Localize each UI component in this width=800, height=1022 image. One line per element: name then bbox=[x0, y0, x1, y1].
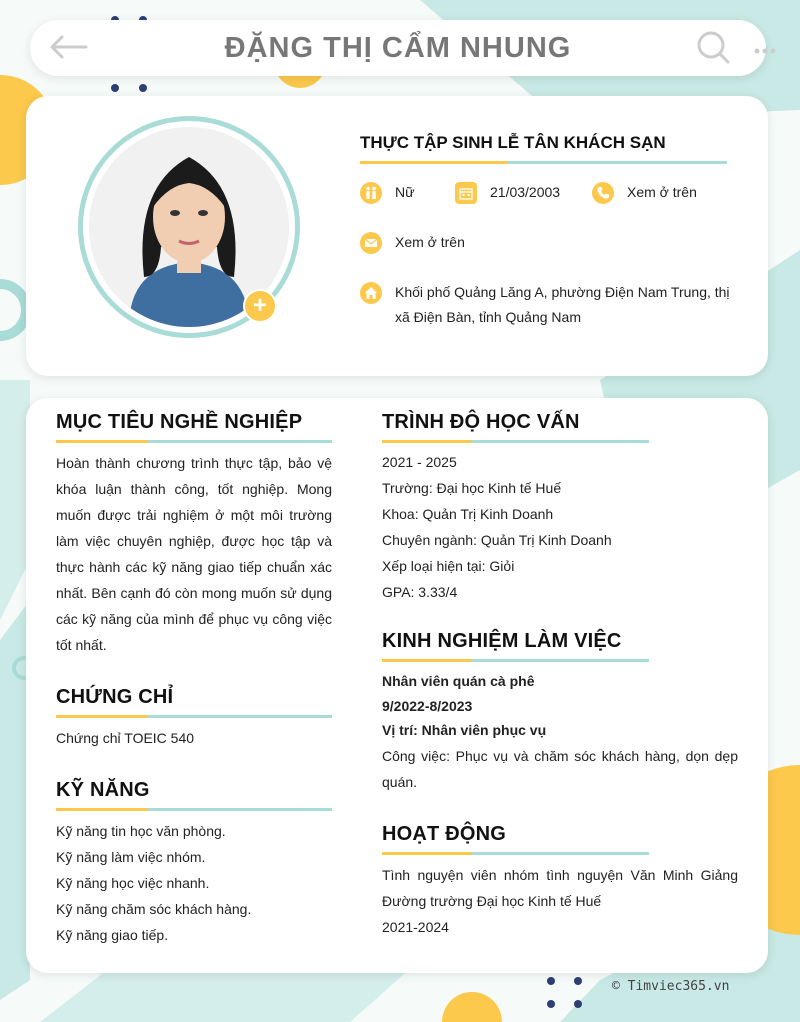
experience-period: 9/2022-8/2023 bbox=[382, 697, 473, 714]
activities-underline bbox=[382, 852, 649, 855]
email-info bbox=[360, 232, 465, 255]
experience-description: Công việc: Phục vụ và chăm sóc khách hàng, dọn dẹp quán. bbox=[382, 748, 738, 790]
activities-description: Tình nguyện viên nhóm tình nguyện Văn Minh Giảng Đường trường Đại học Kinh tế Huế bbox=[382, 867, 738, 909]
objective-title: MỤC TIÊU NGHỀ NGHIỆP bbox=[56, 411, 303, 433]
candidate-name: ĐẶNG THỊ CẨM NHUNG bbox=[224, 32, 572, 64]
phone-value: Xem ở trên bbox=[627, 184, 697, 200]
education-line: Xếp loại hiện tại: Giỏi bbox=[382, 558, 515, 574]
birthday-value: 21/03/2003 bbox=[490, 184, 561, 200]
certificates-underline bbox=[56, 715, 332, 718]
education-underline bbox=[382, 440, 649, 443]
home-icon bbox=[360, 282, 382, 304]
job-title: THỰC TẬP SINH LỄ TÂN KHÁCH SẠN bbox=[360, 133, 666, 152]
experience-underline bbox=[382, 659, 649, 662]
job-title-underline bbox=[360, 161, 727, 164]
certificate-item: Chứng chỉ TOEIC 540 bbox=[56, 730, 195, 746]
activities-period-wrap bbox=[382, 914, 738, 940]
skill-item: Kỹ năng tin học văn phòng. bbox=[56, 823, 226, 839]
gender-info bbox=[360, 182, 414, 205]
address-value: Khối phố Quảng Lăng A, phường Điện Nam Trung, thị xã Điện Bàn, tỉnh Quảng Nam bbox=[395, 284, 730, 325]
add-photo-button[interactable]: + bbox=[243, 289, 277, 323]
education-line: Khoa: Quản Trị Kinh Doanh bbox=[382, 506, 554, 522]
experience-role: Nhân viên quán cà phê bbox=[382, 673, 535, 689]
skill-item: Kỹ năng học việc nhanh. bbox=[56, 875, 210, 891]
profile-card bbox=[26, 96, 768, 376]
experience-header bbox=[382, 669, 738, 743]
calendar-icon bbox=[455, 182, 477, 204]
skill-item: Kỹ năng làm việc nhóm. bbox=[56, 849, 206, 865]
gender-icon bbox=[360, 182, 382, 204]
main-content-card bbox=[26, 398, 768, 973]
email-icon bbox=[360, 232, 382, 254]
education-line: 2021 - 2025 bbox=[382, 454, 457, 470]
activities-period: 2021-2024 bbox=[382, 919, 449, 935]
education-line: Chuyên ngành: Quản Trị Kinh Doanh bbox=[382, 532, 612, 548]
skill-item: Kỹ năng chăm sóc khách hàng. bbox=[56, 901, 252, 917]
skills-underline bbox=[56, 808, 332, 811]
certificates-title: CHỨNG CHỈ bbox=[56, 686, 174, 708]
objective-text: Hoàn thành chương trình thực tập, bảo vệ khóa luận thành công, tốt nghiệp. Mong muốn được trải nghiệm ở một môi trường làm việc chuyên nghiệp, được học tập và thực hành các kỹ năng giao tiếp chuẩn xác nhất. Bên cạnh đó còn mong muốn sử dụng các kỹ năng của mình để phục vụ công việc tốt nhất. bbox=[56, 455, 332, 653]
certificates-list bbox=[56, 725, 332, 751]
experience-title: KINH NGHIỆM LÀM VIỆC bbox=[382, 630, 622, 652]
phone-info bbox=[592, 182, 697, 205]
skills-list bbox=[56, 818, 332, 948]
education-line: GPA: 3.33/4 bbox=[382, 584, 458, 600]
more-options-icon[interactable] bbox=[754, 42, 776, 60]
gender-value: Nữ bbox=[395, 184, 415, 200]
email-value: Xem ở trên bbox=[395, 234, 465, 250]
experience-position: Vị trí: Nhân viên phục vụ bbox=[382, 722, 547, 738]
address-info bbox=[360, 282, 732, 330]
education-details bbox=[382, 449, 738, 605]
top-bar bbox=[30, 20, 766, 76]
skills-title: KỸ NĂNG bbox=[56, 779, 150, 801]
education-line: Trường: Đại học Kinh tế Huế bbox=[382, 480, 562, 496]
phone-icon bbox=[592, 182, 614, 204]
objective-underline bbox=[56, 440, 332, 443]
activities-title: HOẠT ĐỘNG bbox=[382, 823, 507, 845]
copyright-footer: © Timviec365.vn bbox=[612, 979, 730, 994]
search-icon[interactable] bbox=[696, 30, 732, 71]
birthday-info bbox=[455, 182, 560, 205]
education-title: TRÌNH ĐỘ HỌC VẤN bbox=[382, 411, 580, 433]
skill-item: Kỹ năng giao tiếp. bbox=[56, 927, 169, 943]
